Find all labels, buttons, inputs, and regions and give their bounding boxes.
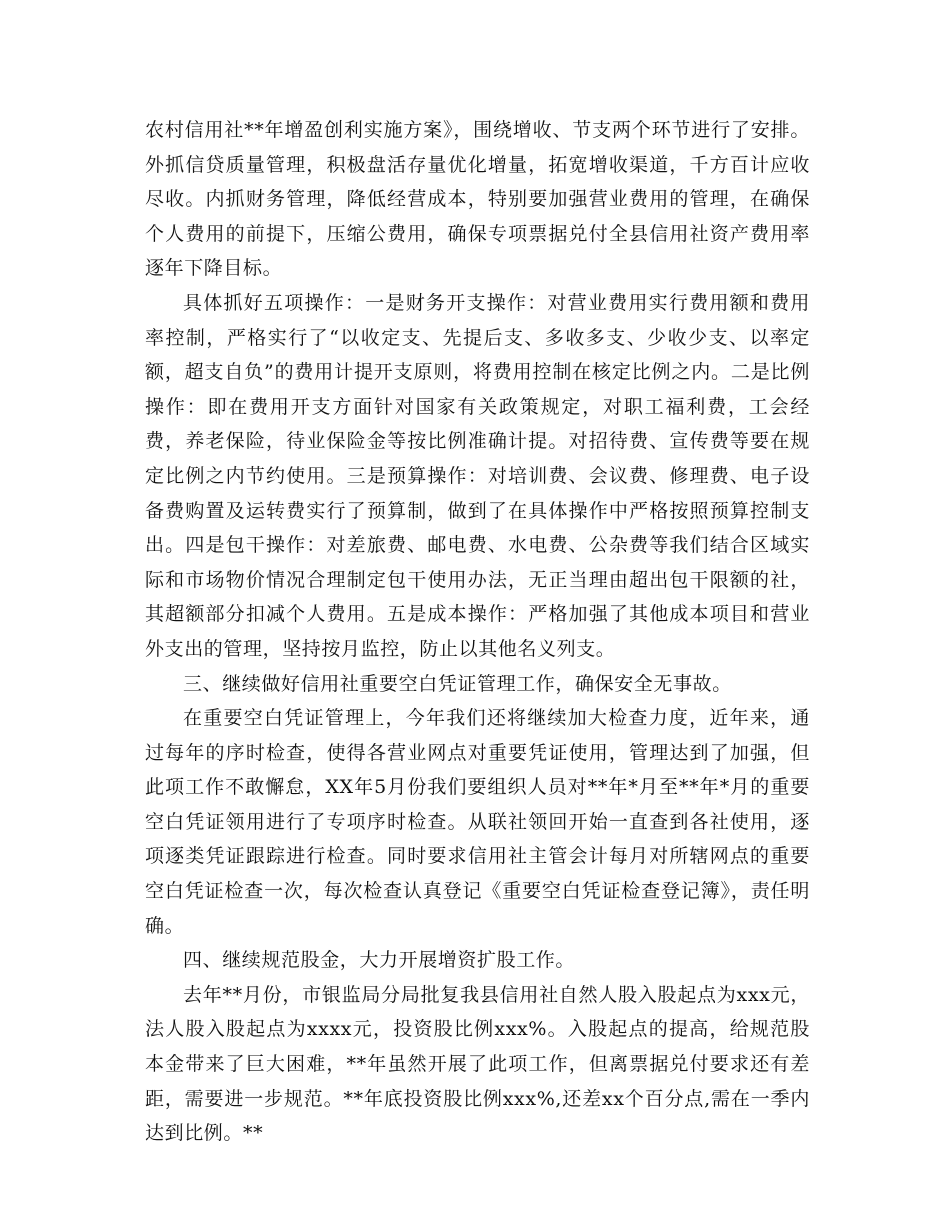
paragraph-1: 农村信用社**年增盈创利实施方案》，围绕增收、节支两个环节进行了安排。外抓信贷质量管理，积极盘活存量优化增量，拓宽增收渠道，千方百计应收尽收。内抓财务管理，降低经营成本，特别要加强营业费用的管理，在确保个人费用的前提下，压缩公费用，确保专项票据兑付全县信用社资产费用率逐年下降目标。 bbox=[145, 119, 810, 280]
paragraph-2: 具体抓好五项操作：一是财务开支操作：对营业费用实行费用额和费用率控制，严格实行了“以收定支、先提后支、多收多支、少收少支、以率定额，超支自负”的费用计提开支原则，将费用控制在核定比例之内。二是比例操作：即在费用开支方面针对国家有关政策规定，对职工福利费，工会经费，养老保险，待业保险金等按比例准确计提。对招待费、宣传费等要在规定比例之内节约使用。三是预算操作：对培训费、会议费、修理费、电子设备费购置及运转费实行了预算制，做到了在具体操作中严格按照预算控制支出。四是包干操作：对差旅费、邮电费、水电费、公杂费等我们结合区域实际和市场物价情况合理制定包干使用办法，无正当理由超出包干限额的社，其超额部分扣减个人费用。五是成本操作：严格加强了其他成本项目和营业外支出的管理，坚持按月监控，防止以其他名义列支。 bbox=[145, 291, 810, 660]
section-heading-4: 四、继续规范股金，大力开展增资扩股工作。 bbox=[183, 949, 576, 972]
section-heading-3: 三、继续做好信用社重要空白凭证管理工作，确保安全无事故。 bbox=[183, 672, 732, 695]
paragraph-4: 在重要空白凭证管理上，今年我们还将继续加大检查力度，近年来，通过每年的序时检查，使得各营业网点对重要凭证使用，管理达到了加强，但此项工作不敢懈怠，XX年5月份我们要组织人员对**年*月至**年*月的重要空白凭证领用进行了专项序时检查。从联社领回开始一直查到各社使用，逐项逐类凭证跟踪进行检查。同时要求信用社主管会计每月对所辖网点的重要空白凭证检查一次，每次检查认真登记《重要空白凭证检查登记簿》，责任明确。 bbox=[145, 707, 810, 937]
document-body bbox=[145, 113, 810, 1151]
paragraph-6: 去年**月份，市银监局分局批复我县信用社自然人股入股起点为xxx元，法人股入股起点为xxxx元，投资股比例xxx%。入股起点的提高，给规范股本金带来了巨大困难，**年虽然开展了此项工作，但离票据兑付要求还有差距，需要进一步规范。**年底投资股比例xxx%,还差xx个百分点,需在一季内达到比例。** bbox=[145, 983, 810, 1145]
